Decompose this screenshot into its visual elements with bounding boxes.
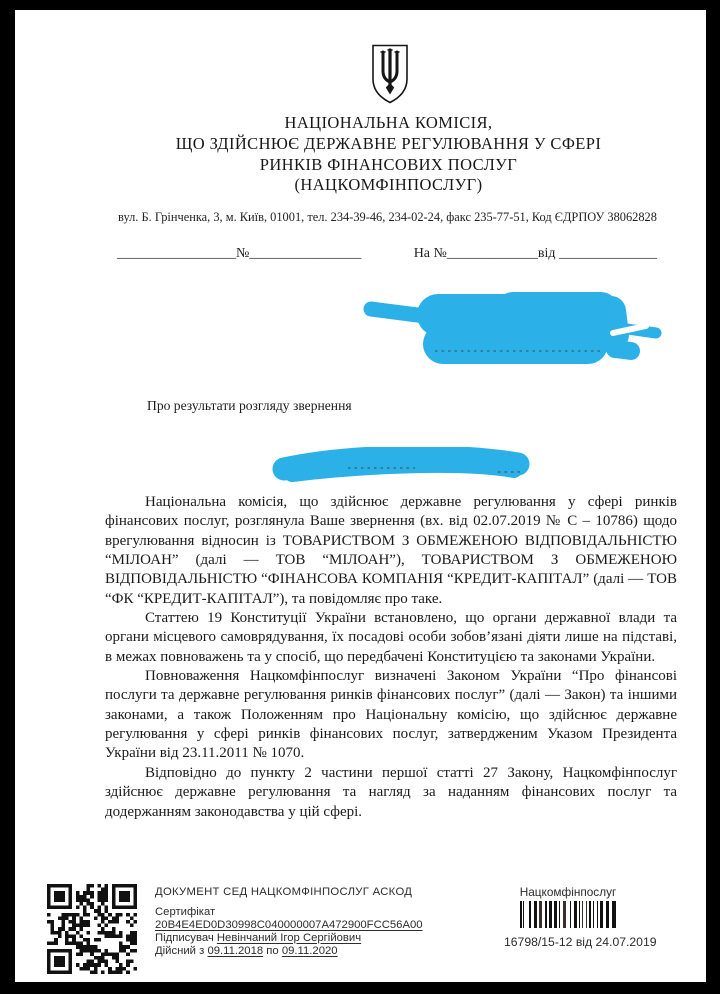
org-address-line: вул. Б. Грінченка, 3, м. Київ, 01001, тел. 234-39-46, 234-02-24, факс 235-77-51, Код ЄДРПОУ 38062828 (118, 210, 657, 224)
salutation-redaction-marker (270, 447, 532, 487)
certificate-row (155, 906, 485, 932)
org-name-line: НАЦІОНАЛЬНА КОМІСІЯ, (284, 113, 493, 132)
validity-prefix: Дійсний з (155, 944, 205, 957)
registration-stamp (504, 885, 657, 949)
outgoing-number-blank: _________________№________________ (117, 246, 362, 261)
org-name-line: (НАЦКОМФІНПОСЛУГ) (294, 175, 483, 195)
barcode-icon (520, 901, 617, 928)
signature-block (155, 886, 485, 958)
body-paragraph: Статтею 19 Конституції України встановлено, що органи державної влади та органи місцевого самоврядування, їх посадові особи зобов’язані діяти лише на підставі, в межах повноважень та у спосіб, що передбачені Конституцією та законами України. (105, 610, 677, 665)
qr-code-icon (47, 884, 137, 974)
org-name-heading (73, 113, 704, 196)
validity-infix: по (266, 944, 279, 957)
reference-line (117, 246, 657, 262)
valid-to-date: 09.11.2020 (281, 944, 338, 957)
signer-label: Підписувач (155, 931, 214, 944)
body-paragraph: Відповідно до пункту 2 частини першої статті 27 Закону, Нацкомфінпослуг здійснює державне регулювання та нагляд за наданням фінансових послуг та додержанням законодавства у цій сфері. (105, 764, 677, 820)
body-paragraph: Повноваження Нацкомфінпослуг визначені Законом України “Про фінансові послуги та державне регулювання ринків фінансових послуг” (далі — Закон) та іншими законами, а також Положенням про Національну комісію, що здійснює державне регулювання у сфері ринків фінансових послуг, затвердженим Указом Президента України від 23.11.2011 № 1070. (105, 668, 677, 762)
signer-row (155, 932, 485, 945)
signer-name: Невінчаний Ігор Сергійович (216, 931, 362, 944)
addressee-redaction-marker (363, 287, 663, 371)
ukraine-trident-icon (371, 44, 409, 104)
document-page (15, 10, 706, 982)
subject-line: Про результати розгляду звернення (147, 398, 352, 413)
certificate-label: Сертифікат (155, 906, 216, 918)
valid-from-date: 09.11.2018 (207, 944, 264, 957)
certificate-number: 20B4E4ED0D30998C040000007A472900FCC56A00 (155, 918, 423, 931)
sed-system-line: ДОКУМЕНТ СЕД НАЦКОМФІНПОСЛУГ АСКОД (155, 886, 413, 898)
org-name-line: ЩО ЗДІЙСНЮЄ ДЕРЖАВНЕ РЕГУЛЮВАННЯ У СФЕРІ (175, 133, 602, 153)
body-paragraph: Національна комісія, що здійснює державне регулювання у сфері ринків фінансових послуг, розглянула Ваше звернення (вх. від 02.07.2019 № С – 10786) щодо врегулювання відносин із ТОВАРИСТВОМ З ОБМЕЖЕНОЮ ВІДПОВІДАЛЬНІСТЮ “МІЛОАН” (далі — ТОВ “МІЛОАН”), ТОВАРИСТВОМ З ОБМЕЖЕНОЮ ВІДПОВІДАЛЬНІСТЮ “ФІНАНСОВА КОМПАНІЯ “КРЕДИТ-КАПІТАЛ” (далі — ТОВ “ФК “КРЕДИТ-КАПІТАЛ”), та повідомляє про таке. (105, 494, 677, 607)
validity-row (155, 945, 485, 958)
registration-org-label: Нацкомфінпослуг (519, 885, 617, 899)
org-name-line: РИНКІВ ФІНАНСОВИХ ПОСЛУГ (259, 154, 518, 174)
registration-number: 16798/15-12 від 24.07.2019 (504, 935, 657, 949)
incoming-number-blank: На №_____________від ______________ (413, 246, 657, 261)
letter-body (105, 493, 677, 822)
